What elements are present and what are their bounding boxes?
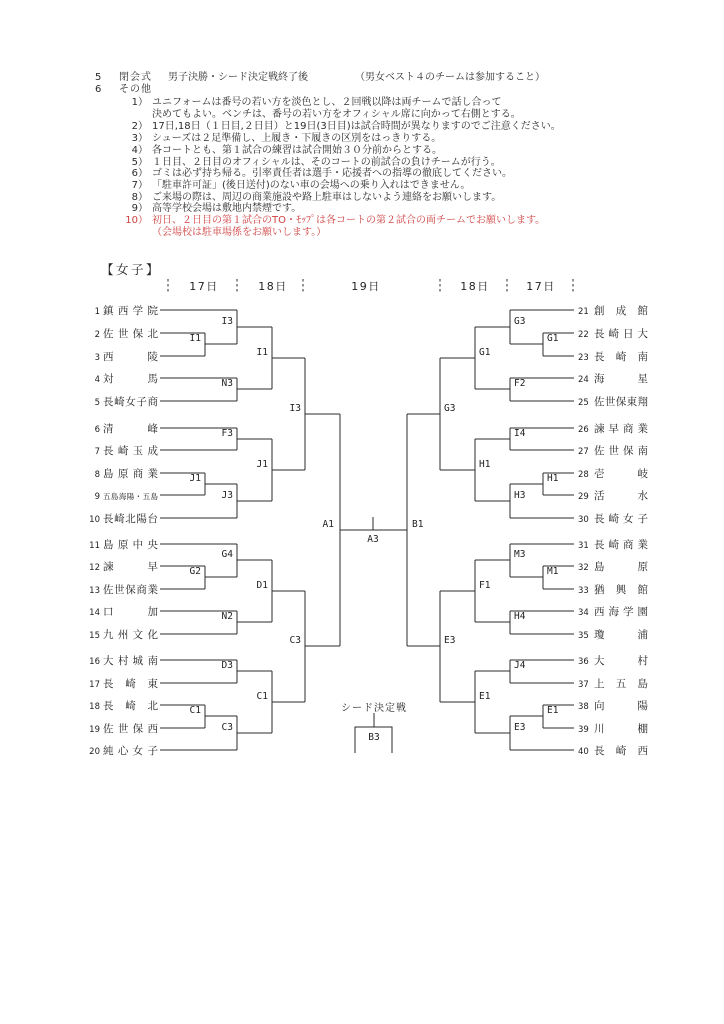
match-label-D1: D1 (256, 580, 268, 591)
team-name: 島原中央 (103, 539, 158, 551)
match-label-A3: A3 (367, 534, 379, 545)
team-name: 長崎北陽台 (103, 513, 158, 525)
note-item-number: 4） (131, 145, 148, 156)
note-number: 5 (95, 72, 102, 83)
team-name: 長崎北 (103, 700, 158, 712)
team-number: 33 (578, 586, 589, 596)
match-label-I1: I1 (256, 347, 268, 358)
team-number: 36 (578, 657, 589, 667)
match-label-G1: G1 (547, 333, 559, 344)
note-number: 6 (95, 84, 102, 95)
team-number: 8 (94, 470, 100, 480)
date-header: 18日 (258, 280, 288, 293)
team-name: 口加 (103, 606, 158, 618)
team-number: 14 (89, 608, 100, 618)
match-label-E3: E3 (514, 722, 526, 733)
team-number: 4 (94, 375, 100, 385)
team-name: 向陽 (594, 700, 648, 712)
team-name: 五島海陽・五島 (103, 492, 158, 501)
team-number: 26 (578, 425, 589, 435)
match-label-I1: I1 (189, 333, 201, 344)
team-name: 諫早商業 (594, 423, 648, 435)
match-label-N2: N2 (221, 611, 233, 622)
team-name: 西陵 (103, 351, 158, 363)
team-number: 10 (89, 515, 100, 525)
match-label-D3: D3 (221, 660, 233, 671)
match-label-I4: I4 (514, 428, 526, 439)
team-number: 37 (578, 680, 589, 690)
match-label-F2: F2 (514, 378, 526, 389)
note-item-number: 10） (125, 215, 148, 226)
team-name: 猶興館 (594, 584, 648, 596)
team-number: 28 (578, 470, 589, 480)
team-number: 6 (94, 425, 100, 435)
match-label-F1: F1 (479, 580, 491, 591)
date-header: 19日 (351, 280, 381, 293)
note-item-text: 各コートとも、第１試合の練習は試合開始３０分前からとする。 (152, 145, 442, 156)
team-name: 純心女子 (103, 745, 158, 757)
note-item-text: 決めてもよい。ベンチは、番号の若い方をオフィシャル席に向かって右側とする。 (152, 109, 521, 120)
team-name: 長崎女子 (594, 513, 648, 525)
note-item-text: 「駐車許可証」(後日送付)のない車の会場への乗り入れはできません。 (152, 180, 471, 191)
match-label-E1: E1 (479, 691, 491, 702)
team-name: 活水 (594, 490, 648, 502)
match-label-G3: G3 (514, 316, 526, 327)
team-number: 34 (578, 608, 589, 618)
match-label-H3: H3 (514, 490, 526, 501)
team-name: 長崎商業 (594, 539, 648, 551)
note-item-text: （会場校は駐車場係をお願いします。） (152, 227, 327, 238)
team-number: 30 (578, 515, 589, 525)
team-name: 西海学園 (594, 606, 648, 618)
note-item-text: ユニフォームは番号の若い方を淡色とし、２回戦以降は両チームで話し合って (152, 97, 502, 108)
team-name: 長崎西 (594, 745, 648, 757)
match-label-I3: I3 (289, 403, 301, 414)
match-label-C3: C3 (221, 722, 233, 733)
team-name: 長崎東 (103, 678, 158, 690)
match-label-J3: J3 (221, 490, 233, 501)
match-label-J1: J1 (256, 459, 268, 470)
note-item-text: 高等学校会場は敷地内禁煙です。 (152, 203, 302, 214)
team-number: 21 (578, 307, 589, 317)
match-label-C1: C1 (189, 705, 201, 716)
match-label-A1: A1 (322, 519, 334, 530)
match-label-M3: M3 (514, 549, 526, 560)
team-number: 35 (578, 631, 589, 641)
note-item-number: 3） (131, 133, 148, 144)
team-number: 11 (89, 541, 100, 551)
team-name: 海星 (594, 373, 648, 385)
match-label-H4: H4 (514, 611, 526, 622)
team-number: 39 (578, 725, 589, 735)
team-number: 5 (94, 398, 100, 408)
team-name: 長崎南 (594, 351, 648, 363)
date-header: 17日 (189, 280, 219, 293)
team-name: 佐世保南 (594, 445, 648, 457)
team-number: 7 (94, 447, 100, 457)
note-text: 男子決勝・シード決定戦終了後 (168, 72, 308, 83)
team-name: 瓊浦 (594, 629, 648, 641)
team-number: 15 (89, 631, 100, 641)
match-label-B1: B1 (412, 519, 424, 530)
team-name: 佐世保東翔 (594, 396, 648, 408)
note-paren: （男女ベスト４のチームは参加すること） (355, 72, 545, 83)
match-label-H1: H1 (479, 459, 491, 470)
date-header: 17日 (526, 280, 556, 293)
team-number: 23 (578, 353, 589, 363)
note-item-number: 2） (131, 121, 148, 132)
team-number: 2 (94, 330, 100, 340)
note-item-number: 1） (131, 97, 148, 108)
team-number: 12 (89, 563, 100, 573)
date-header: 18日 (460, 280, 490, 293)
match-label-E3: E3 (444, 635, 456, 646)
team-number: 29 (578, 492, 589, 502)
note-title: 閉会式 (119, 72, 152, 83)
team-name: 諫早 (103, 561, 158, 573)
team-name: 大村 (594, 655, 648, 667)
team-number: 27 (578, 447, 589, 457)
note-item-text: シューズは２足準備し、上履き・下履きの区別をはっきりする。 (152, 133, 442, 144)
bracket-lines-bottom-left (160, 544, 340, 750)
note-item-text: ご来場の際は、周辺の商業施設や路上駐車はしないよう連絡をお願いします。 (152, 192, 502, 203)
team-number: 20 (89, 747, 100, 757)
team-name: 九州文化 (103, 629, 158, 641)
team-number: 24 (578, 375, 589, 385)
match-label-C3: C3 (289, 635, 301, 646)
seed-match-title: シード決定戦 (341, 703, 407, 714)
note-item-number: 7） (131, 180, 148, 191)
team-name: 壱岐 (594, 468, 648, 480)
match-label-E1: E1 (547, 705, 559, 716)
team-name: 島原商業 (103, 468, 158, 480)
team-number: 19 (89, 725, 100, 735)
match-label-G4: G4 (221, 549, 233, 560)
match-label-C1: C1 (256, 691, 268, 702)
match-label-B3: B3 (368, 732, 380, 743)
match-label-N3: N3 (221, 378, 233, 389)
team-number: 32 (578, 563, 589, 573)
team-number: 38 (578, 702, 589, 712)
team-name: 長崎玉成 (103, 445, 158, 457)
team-name: 佐世保北 (103, 328, 158, 340)
note-item-text: 初日、２日目の第１試合のTO・ﾓｯﾌﾟは各コートの第２試合の両チームでお願いします。 (152, 215, 546, 226)
match-label-H1: H1 (547, 473, 559, 484)
note-item-number: 5） (131, 157, 148, 168)
team-name: 島原 (594, 561, 648, 573)
note-item-number: 9） (131, 203, 148, 214)
team-number: 9 (94, 492, 100, 502)
team-name: 清峰 (103, 423, 158, 435)
team-number: 25 (578, 398, 589, 408)
note-item-number: 6） (131, 168, 148, 179)
team-number: 40 (578, 747, 589, 757)
team-number: 17 (89, 680, 100, 690)
note-item-text: １日目、２日目のオフィシャルは、そのコートの前試合の負けチームが行う。 (152, 157, 501, 168)
match-label-G3: G3 (444, 403, 456, 414)
team-number: 18 (89, 702, 100, 712)
match-label-M1: M1 (547, 566, 559, 577)
team-name: 長崎日大 (594, 328, 648, 340)
team-number: 1 (94, 307, 100, 317)
team-number: 22 (578, 330, 589, 340)
team-number: 3 (94, 353, 100, 363)
match-label-J4: J4 (514, 660, 526, 671)
team-name: 大村城南 (103, 655, 158, 667)
team-number: 13 (89, 586, 100, 596)
team-number: 31 (578, 541, 589, 551)
team-name: 佐世保商業 (103, 584, 158, 596)
team-name: 川棚 (594, 723, 648, 735)
note-item-text: 17日,18日（１日目,２日目）と19日(3日目)は試合時間が異なりますのでご注意ください。 (152, 121, 561, 132)
bracket-lines-top-left (160, 310, 340, 518)
team-name: 創成館 (594, 305, 648, 317)
team-name: 上五島 (594, 678, 648, 690)
team-number: 16 (89, 657, 100, 667)
team-name: 鎮西学院 (103, 305, 158, 317)
match-label-I3: I3 (221, 316, 233, 327)
note-title: その他 (119, 84, 152, 95)
match-label-F3: F3 (221, 428, 233, 439)
bracket-lines-final (340, 414, 407, 646)
match-label-G1: G1 (479, 347, 491, 358)
team-name: 長崎女子商 (103, 396, 158, 408)
note-item-text: ゴミは必ず持ち帰る。引率責任者は選手・応援者への指導の徹底してください。 (152, 168, 512, 179)
note-item-number: 8） (131, 192, 148, 203)
bracket-title: 【女子】 (101, 262, 162, 277)
match-label-G2: G2 (189, 566, 201, 577)
match-label-J1: J1 (189, 473, 201, 484)
team-name: 対馬 (103, 373, 158, 385)
team-name: 佐世保西 (103, 723, 158, 735)
